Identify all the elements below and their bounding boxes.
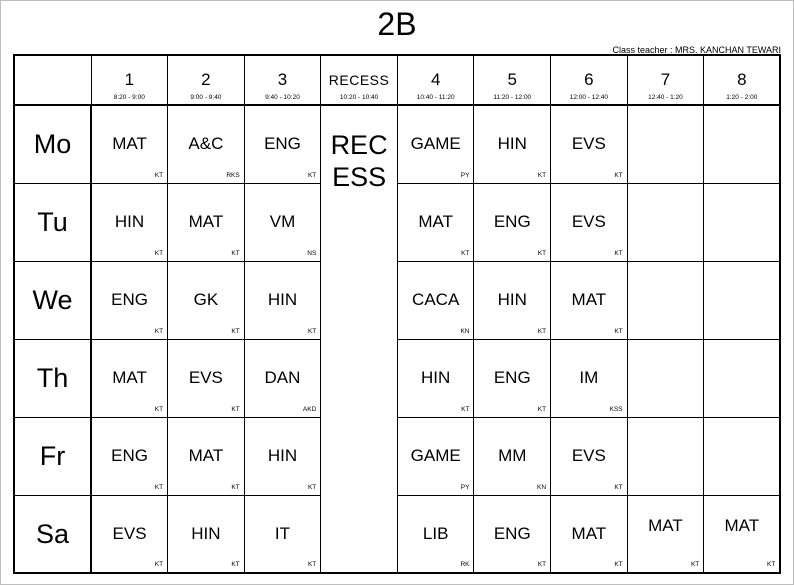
lesson-cell [704,417,781,495]
day-cell [14,105,91,183]
day-cell [14,183,91,261]
teacher-code: KT [307,483,317,491]
day-cell [14,339,91,417]
lesson-cell [244,261,321,339]
lesson-cell [168,339,245,417]
day-name: Tu [37,207,68,237]
teacher-code: KT [154,327,164,335]
lesson-cell [397,105,474,183]
subject-label: HIN [497,290,527,309]
teacher-code: KN [460,327,470,335]
lesson-cell [627,183,704,261]
period-time: 10:20 - 10:40 [339,94,379,101]
lesson-cell [551,183,628,261]
day-row [14,183,780,261]
teacher-code: KT [461,405,470,413]
subject-label: HIN [421,368,451,387]
period-time: 9:40 - 10:20 [265,94,300,101]
timetable [13,54,781,574]
day-cell [14,495,91,573]
subject-label: VM [269,212,296,231]
day-name: Mo [33,129,72,160]
lesson-cell [551,339,628,417]
lesson-cell [91,495,168,573]
period-time: 9:00 - 9:40 [190,94,222,101]
period-label: 4 [430,70,441,89]
day-cell [14,261,91,339]
lesson-cell [474,339,551,417]
teacher-code: KT [154,483,164,491]
lesson-cell [627,495,704,573]
subject-label: ENG [111,446,148,465]
period-label: 6 [584,70,594,89]
lesson-cell [168,261,245,339]
teacher-code: KT [154,405,164,413]
lesson-cell [704,339,781,417]
period-label: 7 [660,70,671,89]
lesson-cell [91,339,168,417]
lesson-cell [91,105,168,183]
subject-label: MAT [418,212,453,231]
recess-text [321,129,397,193]
lesson-cell [244,105,321,183]
day-row [14,495,780,573]
lesson-cell [704,105,781,183]
teacher-code: KN [537,483,547,491]
lesson-cell [244,495,321,573]
lesson-cell [551,261,628,339]
lesson-cell [704,183,781,261]
subject-label: DAN [264,368,301,387]
subject-label: MAT [188,212,224,231]
lesson-cell [474,417,551,495]
lesson-cell [91,183,168,261]
lesson-cell [474,105,551,183]
teacher-code: KT [154,249,164,257]
teacher-code: KT [231,483,240,491]
subject-label: MAT [571,523,607,543]
subject-label: EVS [571,446,606,465]
subject-label: EVS [112,523,147,543]
teacher-code: KT [154,171,164,179]
lesson-cell [397,261,474,339]
period-time: 1:20 - 2:00 [726,94,758,101]
teacher-code: KT [231,249,240,257]
lesson-cell [627,261,704,339]
lesson-cell [91,417,168,495]
lesson-cell [397,339,474,417]
teacher-code: KT [690,561,700,568]
period-header-cell [627,55,704,105]
lesson-cell [627,105,704,183]
period-header-row [14,55,780,105]
subject-label: HIN [267,290,298,309]
teacher-code: KT [231,405,240,413]
day-row [14,261,780,339]
period-label: RECESS [328,72,390,88]
teacher-code: KT [307,171,317,179]
teacher-code: KT [614,483,623,491]
day-row [14,105,780,183]
teacher-code: KT [307,561,317,568]
day-name: We [32,285,73,315]
day-name: Th [36,363,69,393]
day-cell [14,417,91,495]
lesson-cell [244,183,321,261]
subject-label: ENG [264,134,301,154]
subject-label: MM [498,446,527,465]
period-header-cell [244,55,321,105]
teacher-code: KT [307,327,317,335]
subject-label: LIB [422,523,449,543]
subject-label: CACA [412,290,460,309]
teacher-code: AKD [302,405,317,413]
subject-label: GAME [410,134,461,154]
page-title: 2B [377,6,417,42]
period-header-cell [397,55,474,105]
subject-label: HIN [191,523,221,543]
teacher-code: KT [537,405,547,413]
period-header-cell [704,55,781,105]
day-row [14,417,780,495]
lesson-cell [168,105,245,183]
lesson-cell [474,495,551,573]
teacher-code: KT [461,249,470,257]
teacher-code: KT [154,561,164,568]
lesson-cell [397,495,474,573]
recess-header-cell [321,55,398,105]
teacher-code: KT [231,327,240,335]
subject-label: EVS [571,212,606,231]
day-name: Fr [39,441,66,471]
period-label: 2 [201,70,211,89]
lesson-cell [168,495,245,573]
subject-label: ENG [493,212,531,231]
teacher-code: KT [614,171,623,179]
teacher-code: KT [614,327,623,335]
period-header-cell [168,55,245,105]
period-header-cell [474,55,551,105]
subject-label: HIN [114,212,145,231]
lesson-cell [551,417,628,495]
subject-label: ENG [493,523,531,543]
teacher-code: KT [614,249,623,257]
subject-label: IT [274,523,291,543]
subject-label: HIN [497,134,527,154]
lesson-cell [168,183,245,261]
teacher-code: PY [460,171,470,179]
teacher-code: KT [767,561,776,568]
period-time: 10:40 - 11:20 [416,94,455,101]
teacher-code: KSS [609,405,623,413]
teacher-code: PY [460,483,470,491]
teacher-code: KT [537,561,547,568]
lesson-cell [244,339,321,417]
subject-label: MAT [724,516,760,536]
teacher-code: NS [307,249,317,257]
teacher-code: KT [537,327,547,335]
class-teacher-label: Class teacher : MRS. KANCHAN TEWARI [612,45,781,55]
subject-label: MAT [648,516,683,536]
period-label: 5 [507,70,517,89]
subject-label: MAT [188,446,224,465]
lesson-cell [474,183,551,261]
lesson-cell [397,417,474,495]
day-row [14,339,780,417]
recess-text-line2: ESS [332,162,387,192]
lesson-cell [627,417,704,495]
subject-label: IM [579,368,599,387]
lesson-cell [627,339,704,417]
lesson-cell [551,105,628,183]
lesson-cell [244,417,321,495]
lesson-cell [704,261,781,339]
subject-label: HIN [267,446,298,465]
period-label: 1 [124,70,135,89]
day-name: Sa [35,518,70,549]
lesson-cell [704,495,781,573]
header-corner-cell [14,55,91,105]
period-header-cell [551,55,628,105]
teacher-code: KT [614,561,623,568]
lesson-cell [168,417,245,495]
subject-label: EVS [188,368,223,387]
period-label: 8 [737,70,747,89]
subject-label: ENG [111,290,148,309]
period-time: 8:20 - 9:00 [113,94,145,101]
recess-cell [321,105,398,573]
lesson-cell [91,261,168,339]
subject-label: MAT [112,368,147,387]
teacher-code: KT [537,171,547,179]
subject-label: ENG [493,368,531,387]
period-time: 11:20 - 12:00 [493,94,532,101]
period-header-cell [91,55,168,105]
lesson-cell [474,261,551,339]
subject-label: MAT [112,134,147,154]
subject-label: EVS [571,134,606,154]
period-time: 12:00 - 12:40 [569,94,609,101]
subject-label: MAT [571,290,607,309]
teacher-code: KT [537,249,547,257]
recess-text-line1: REC [330,130,388,160]
subject-label: A&C [188,134,224,154]
subject-label: GK [193,290,219,309]
period-time: 12:40 - 1:20 [648,94,683,101]
teacher-code: RKS [226,171,240,179]
lesson-cell [551,495,628,573]
teacher-code: RK [460,561,470,568]
lesson-cell [397,183,474,261]
period-label: 3 [277,70,288,89]
teacher-code: KT [231,561,240,568]
subject-label: GAME [410,446,461,465]
